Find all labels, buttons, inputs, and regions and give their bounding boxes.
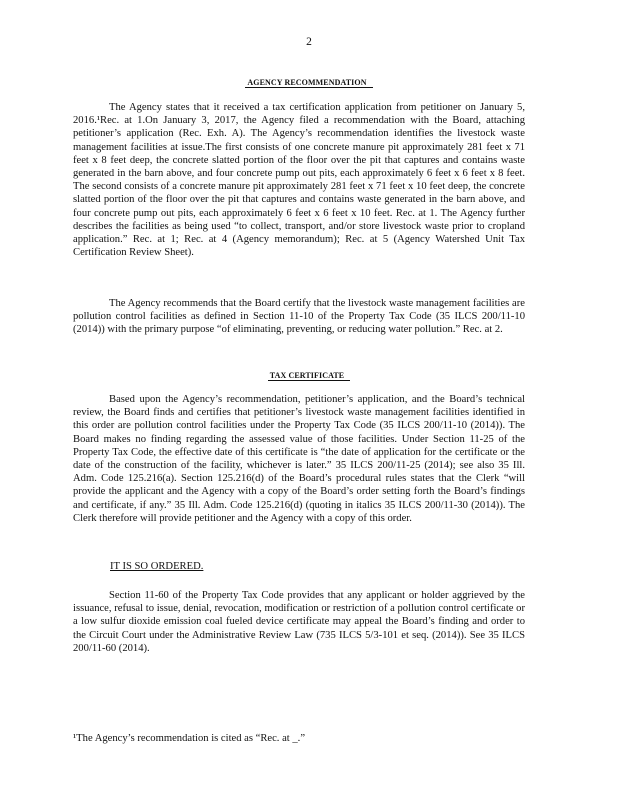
it-is-so-ordered xyxy=(110,560,203,573)
agency-recommendation-heading xyxy=(0,76,618,89)
agency-recommendation-heading-text: AGENCY RECOMMENDATION xyxy=(245,78,372,88)
agency-recommendation-paragraph-1: The Agency states that it received a tax certification application from petitioner on January 5, 2016.¹Rec. at 1.On January 3, 2017, the Agency filed a recommendation with the Board, attaching petitioner’s application (Rec. Exh. A). The Agency’s recommendation identifies the livestock waste management facilities at issue.The first consists of one concrete manure pit approximately 281 feet x 71 feet x 8 feet deep, the concrete slatted portion of the floor over the pit that captures and contains waste generated in the barn above, and four concrete pump out pits, each approximately 6 feet x 6 feet x 8 feet. The second consists of a concrete manure pit approximately 281 feet x 71 feet x 10 feet deep, the concrete slatted portion of the floor over the pit that captures and contains waste generated in the barn above, and four concrete pump out pits, each approximately 6 feet x 6 feet x 10 feet. Rec. at 1. The Agency further describes the facilities as being used “to collect, transport, and/or store livestock waste prior to cropland application.” Rec. at 1; Rec. at 4 (Agency memorandum); Rec. at 5 (Agency Watershed Unit Tax Certification Review Sheet). xyxy=(73,102,525,259)
agency-recommendation-paragraph-2: The Agency recommends that the Board certify that the livestock waste management facilities are pollution control facilities as defined in Section 11-10 of the Property Tax Code (35 ILCS 200/11-10 (2014)) with the primary purpose “of eliminating, preventing, or reducing water pollution.” Rec. at 2. xyxy=(73,298,525,336)
tax-certificate-paragraph: Based upon the Agency’s recommendation, petitioner’s application, and the Board’s technical review, the Board finds and certifies that petitioner’s livestock waste management facilities identified in this order are pollution control facilities under the Property Tax Code (35 ILCS 200/11-10 (2014)). The Board makes no finding regarding the assessed value of those facilities. Under Section 11-25 of the Property Tax Code, the effective date of this certificate is “the date of application for the certificate or the date of the construction of the facility, whichever is later.” 35 ILCS 200/11-25 (2014); see also 35 Ill. Adm. Code 125.216(a). Section 125.216(d) of the Board’s procedural rules states that the Clerk “will provide the applicant and the Agency with a copy of the Board’s order setting forth the Board’s findings and certificate, if any.” 35 Ill. Adm. Code 125.216(d) (quoting in italics 35 ILCS 200/11-30 (2014)). The Clerk therefore will provide petitioner and the Agency with a copy of this order. xyxy=(73,394,525,524)
appeal-rights-paragraph: Section 11-60 of the Property Tax Code provides that any applicant or holder aggrieved by the issuance, refusal to issue, denial, revocation, modification or restriction of a pollution control certificate or a low sulfur dioxide emission coal fueled device certificate may appeal the Board’s finding and order to the Circuit Court under the Administrative Review Law (735 ILCS 5/3-101 et seq. (2014)). See 35 ILCS 200/11-60 (2014). xyxy=(73,590,525,654)
it-is-so-ordered-text: IT IS SO ORDERED. xyxy=(110,561,204,572)
tax-certificate-heading xyxy=(0,369,618,382)
page-number: 2 xyxy=(306,36,312,48)
footnote-1: ¹The Agency’s recommendation is cited as “Rec. at _.” xyxy=(73,733,306,744)
tax-certificate-heading-text: TAX CERTIFICATE xyxy=(268,371,351,381)
